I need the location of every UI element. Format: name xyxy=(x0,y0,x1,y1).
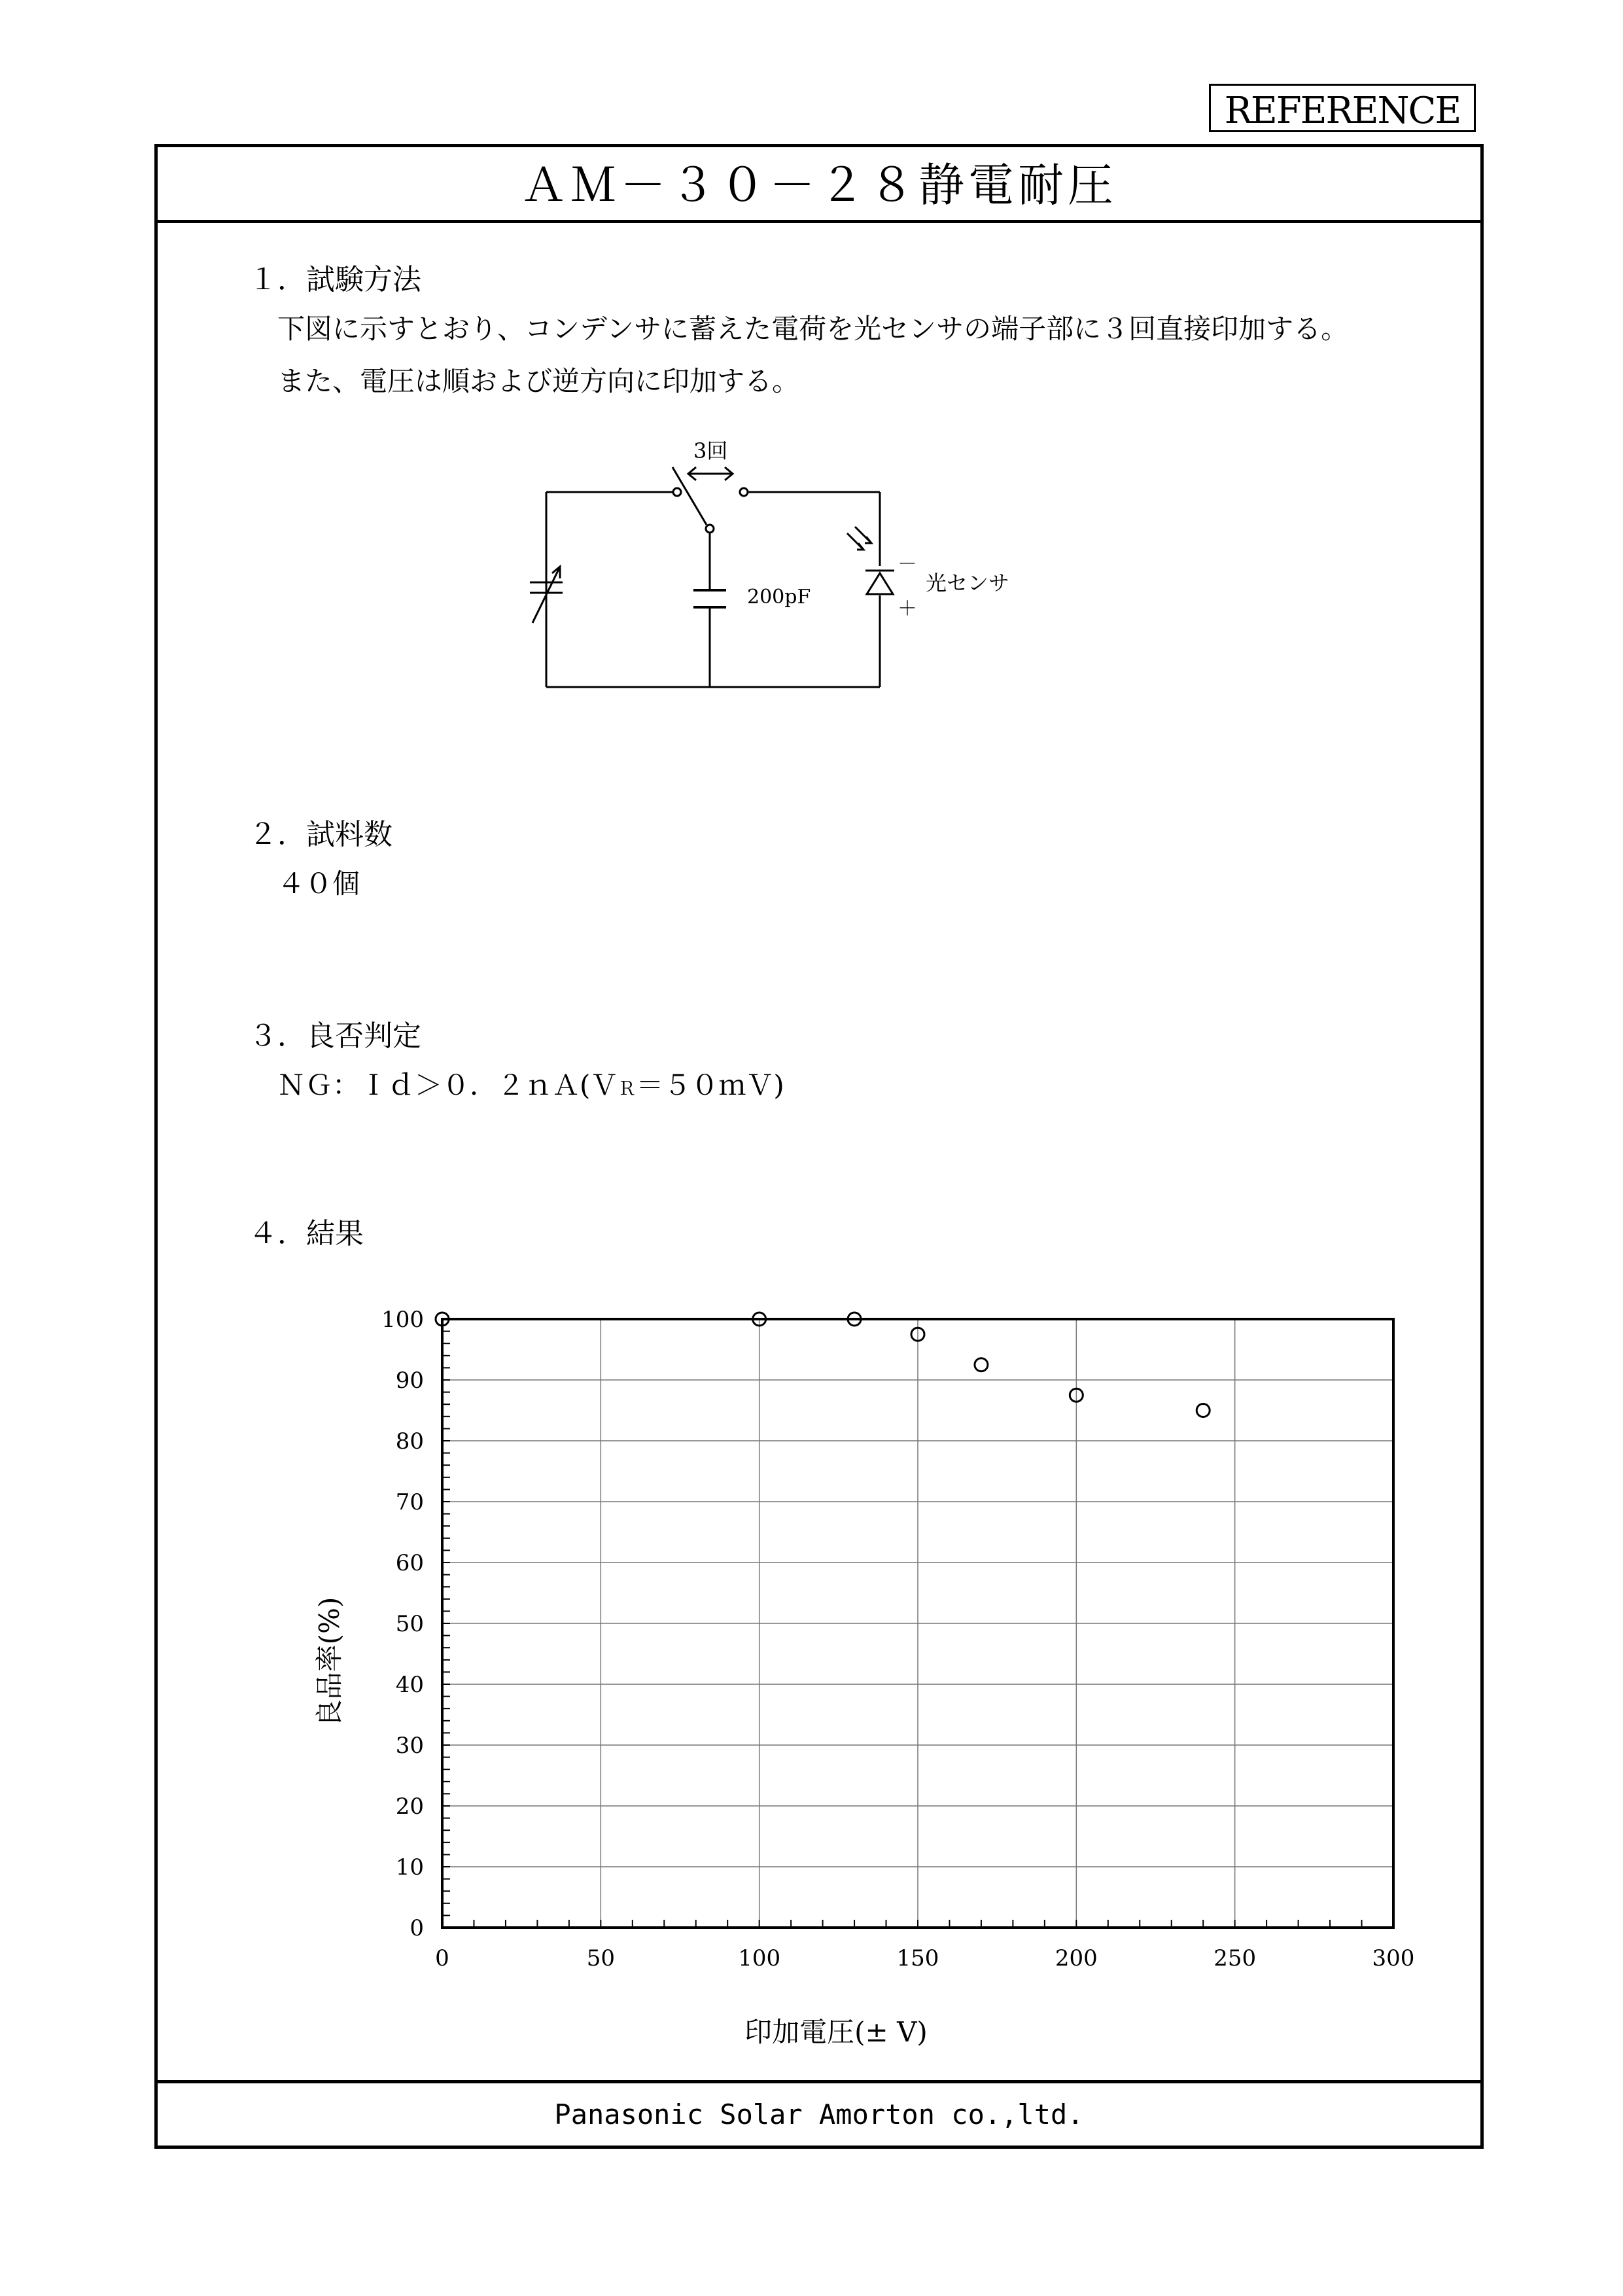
x-tick-label: 200 xyxy=(1055,1945,1098,1971)
judgement-criterion xyxy=(277,1067,784,1108)
y-tick-label: 50 xyxy=(395,1611,424,1637)
y-tick-label: 70 xyxy=(395,1489,424,1515)
double-arrow-icon xyxy=(688,467,733,480)
test-circuit-diagram xyxy=(510,419,1047,707)
section-1-line-2: また、電圧は順および逆方向に印加する。 xyxy=(277,365,800,397)
section-2-heading: ２．試料数 xyxy=(249,818,393,851)
capacitor-icon xyxy=(693,590,726,607)
x-tick-label: 250 xyxy=(1213,1945,1257,1971)
y-tick-label: 90 xyxy=(395,1368,424,1394)
section-1-line-1: 下図に示すとおり、コンデンサに蓄えた電荷を光センサの端子部に３回直接印加する。 xyxy=(277,313,1349,345)
section-3-heading: ３．良否判定 xyxy=(249,1019,421,1053)
yield-vs-voltage-chart xyxy=(288,1296,1465,2081)
switch-icon xyxy=(672,467,748,533)
section-4-heading: ４．結果 xyxy=(249,1217,364,1250)
criterion-main: ＮＧ：Ｉｄ＞０．２ｎＡ(Ｖ xyxy=(277,1069,618,1101)
y-tick-label: 80 xyxy=(395,1428,424,1455)
y-tick-label: 40 xyxy=(395,1672,424,1698)
section-1-heading: １．試験方法 xyxy=(249,263,421,296)
y-tick-label: 10 xyxy=(395,1854,424,1881)
y-tick-label: 30 xyxy=(395,1733,424,1759)
y-tick-label: 100 xyxy=(381,1307,424,1333)
repeat-count-label: 3回 xyxy=(693,438,728,463)
y-tick-label: 0 xyxy=(410,1915,424,1941)
x-axis-label: 印加電圧(± V) xyxy=(744,2016,928,2048)
sensor-plus-sign: ＋ xyxy=(898,597,917,620)
data-point xyxy=(975,1358,988,1371)
photodiode-icon xyxy=(847,527,894,594)
sensor-label: 光センサ xyxy=(926,571,1010,595)
x-tick-label: 50 xyxy=(586,1945,615,1971)
sample-count: ４０個 xyxy=(277,868,360,900)
data-point xyxy=(1196,1404,1210,1417)
x-tick-label: 0 xyxy=(435,1945,449,1971)
reference-stamp: REFERENCE xyxy=(1209,84,1476,132)
x-tick-label: 150 xyxy=(896,1945,939,1971)
document-title: ＡＭ－３０－２８静電耐圧 xyxy=(158,147,1480,223)
criterion-subscript: Ｒ xyxy=(618,1078,637,1099)
y-tick-label: 60 xyxy=(395,1550,424,1576)
y-axis-label: 良品率(%) xyxy=(313,1597,345,1727)
capacitance-label: 200pF xyxy=(747,586,811,609)
x-tick-label: 100 xyxy=(738,1945,781,1971)
company-footer: Panasonic Solar Amorton co.,ltd. xyxy=(158,2080,1480,2146)
criterion-tail: ＝５０ｍＶ) xyxy=(636,1069,784,1101)
x-tick-label: 300 xyxy=(1372,1945,1415,1971)
y-tick-label: 20 xyxy=(395,1793,424,1820)
sensor-minus-sign: － xyxy=(898,553,917,576)
